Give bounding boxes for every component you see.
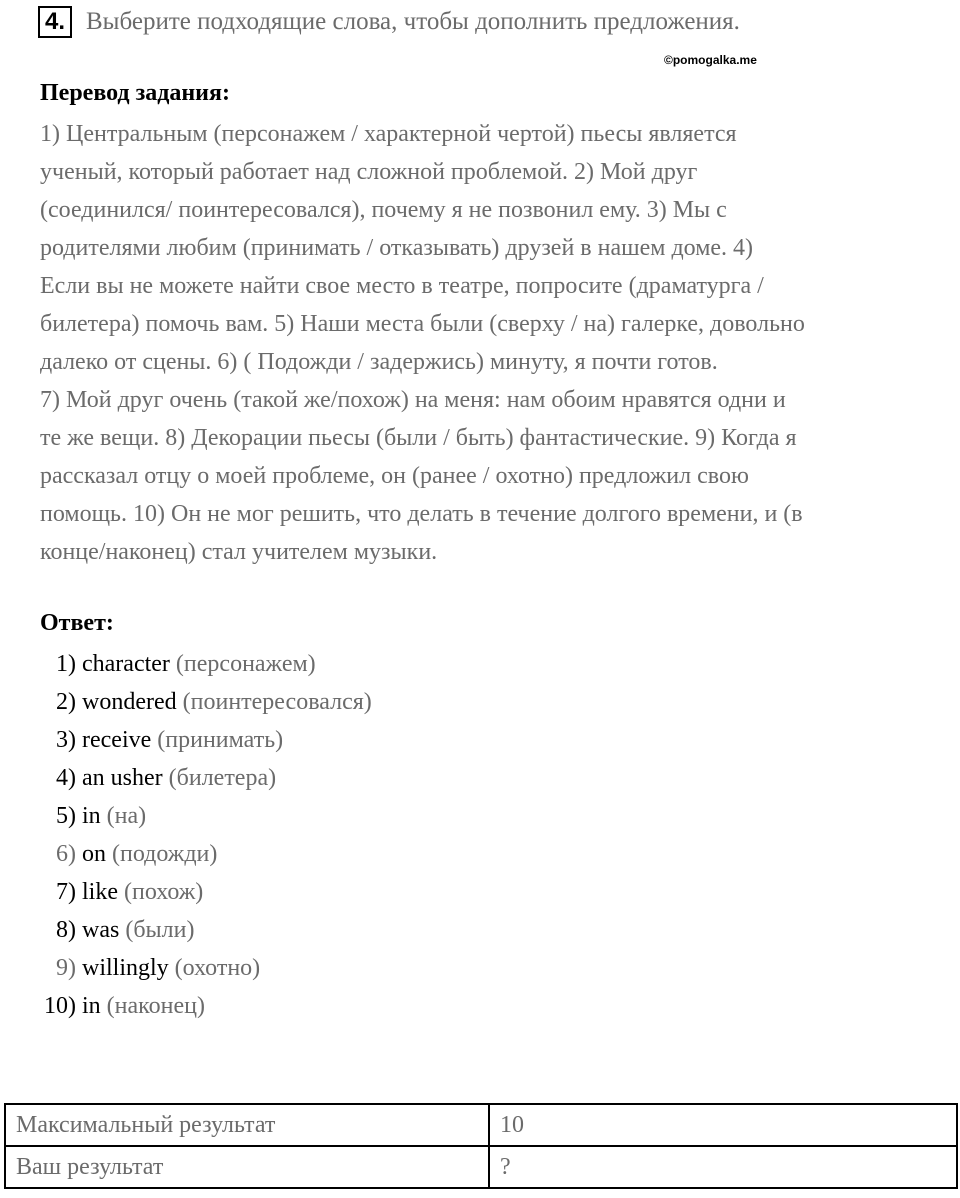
translation-line: 1) Центральным (персонажем / характерной чертой) пьесы является — [40, 121, 737, 147]
translation-line: ученый, который работает над сложной проблемой. 2) Мой друг — [40, 159, 698, 185]
translation-line: (соединился/ поинтересовался), почему я не позвонил ему. 3) Мы с — [40, 197, 727, 223]
answer-number: 3) — [56, 727, 76, 753]
answer-title: Ответ: — [40, 610, 114, 636]
answer-english: receive — [82, 727, 152, 753]
answer-english: was — [82, 917, 120, 943]
your-result-value[interactable]: ? — [489, 1146, 957, 1188]
answer-english: willingly — [82, 955, 169, 981]
translation-line: 7) Мой друг очень (такой же/похож) на меня: нам обоим нравятся одни и — [40, 387, 786, 413]
answer-russian: (наконец) — [106, 993, 205, 1019]
answer-russian: (билетера) — [168, 765, 277, 791]
max-result-value: 10 — [489, 1104, 957, 1146]
task-instruction: Выберите подходящие слова, чтобы дополнить предложения. — [86, 8, 740, 35]
score-table — [4, 1103, 958, 1189]
answer-russian: (принимать) — [157, 727, 284, 753]
answer-number: 6) — [56, 841, 76, 867]
answer-item — [30, 683, 372, 721]
translation-line: родителями любим (принимать / отказывать) друзей в нашем доме. 4) — [40, 235, 754, 261]
translation-line: Если вы не можете найти свое место в театре, попросите (драматурга / — [40, 273, 764, 299]
task-number-badge: 4. — [38, 6, 72, 38]
answer-english: in — [82, 803, 101, 829]
translation-line: билетера) помочь вам. 5) Наши места были (сверху / на) галерке, довольно — [40, 311, 805, 337]
answer-item — [30, 835, 372, 873]
task-header — [38, 4, 740, 40]
answer-number: 7) — [56, 879, 76, 905]
your-result-label: Ваш результат — [5, 1146, 489, 1188]
answer-russian: (поинтересовался) — [182, 689, 372, 715]
answer-english: like — [82, 879, 118, 905]
watermark: ©pomogalka.me — [664, 53, 757, 67]
table-row — [5, 1104, 957, 1146]
answer-english: on — [82, 841, 106, 867]
translation-line: конце/наконец) стал учителем музыки. — [40, 539, 438, 565]
answer-russian: (подожди) — [112, 841, 218, 867]
answer-item — [30, 987, 372, 1025]
table-row — [5, 1146, 957, 1188]
answer-item — [30, 911, 372, 949]
translation-line: далеко от сцены. 6) ( Подожди / задержись) минуту, я почти готов. — [40, 349, 718, 375]
max-result-label: Максимальный результат — [5, 1104, 489, 1146]
answer-item — [30, 797, 372, 835]
translation-line: помощь. 10) Он не мог решить, что делать в течение долгого времени, и (в — [40, 501, 803, 527]
answer-russian: (на) — [106, 803, 147, 829]
translation-line: те же вещи. 8) Декорации пьесы (были / быть) фантастические. 9) Когда я — [40, 425, 797, 451]
answer-english: wondered — [82, 689, 177, 715]
answer-number: 5) — [56, 803, 76, 829]
answer-english: character — [82, 651, 170, 677]
answer-number: 4) — [56, 765, 76, 791]
answer-item — [30, 873, 372, 911]
translation-text — [40, 115, 958, 571]
answer-number: 9) — [56, 955, 76, 981]
answer-list — [30, 645, 372, 1025]
translation-line: рассказал отцу о моей проблеме, он (ранее / охотно) предложил свою — [40, 463, 749, 489]
answer-russian: (персонажем) — [175, 651, 316, 677]
answer-english: an usher — [82, 765, 163, 791]
answer-number: 10) — [44, 993, 76, 1019]
answer-item — [30, 949, 372, 987]
translation-title: Перевод задания: — [40, 80, 230, 106]
answer-number: 8) — [56, 917, 76, 943]
answer-russian: (были) — [125, 917, 195, 943]
answer-russian: (похож) — [124, 879, 204, 905]
answer-item — [30, 721, 372, 759]
answer-russian: (охотно) — [174, 955, 261, 981]
answer-english: in — [82, 993, 101, 1019]
answer-item — [30, 759, 372, 797]
answer-item — [30, 645, 372, 683]
answer-number: 1) — [56, 651, 76, 677]
answer-number: 2) — [56, 689, 76, 715]
